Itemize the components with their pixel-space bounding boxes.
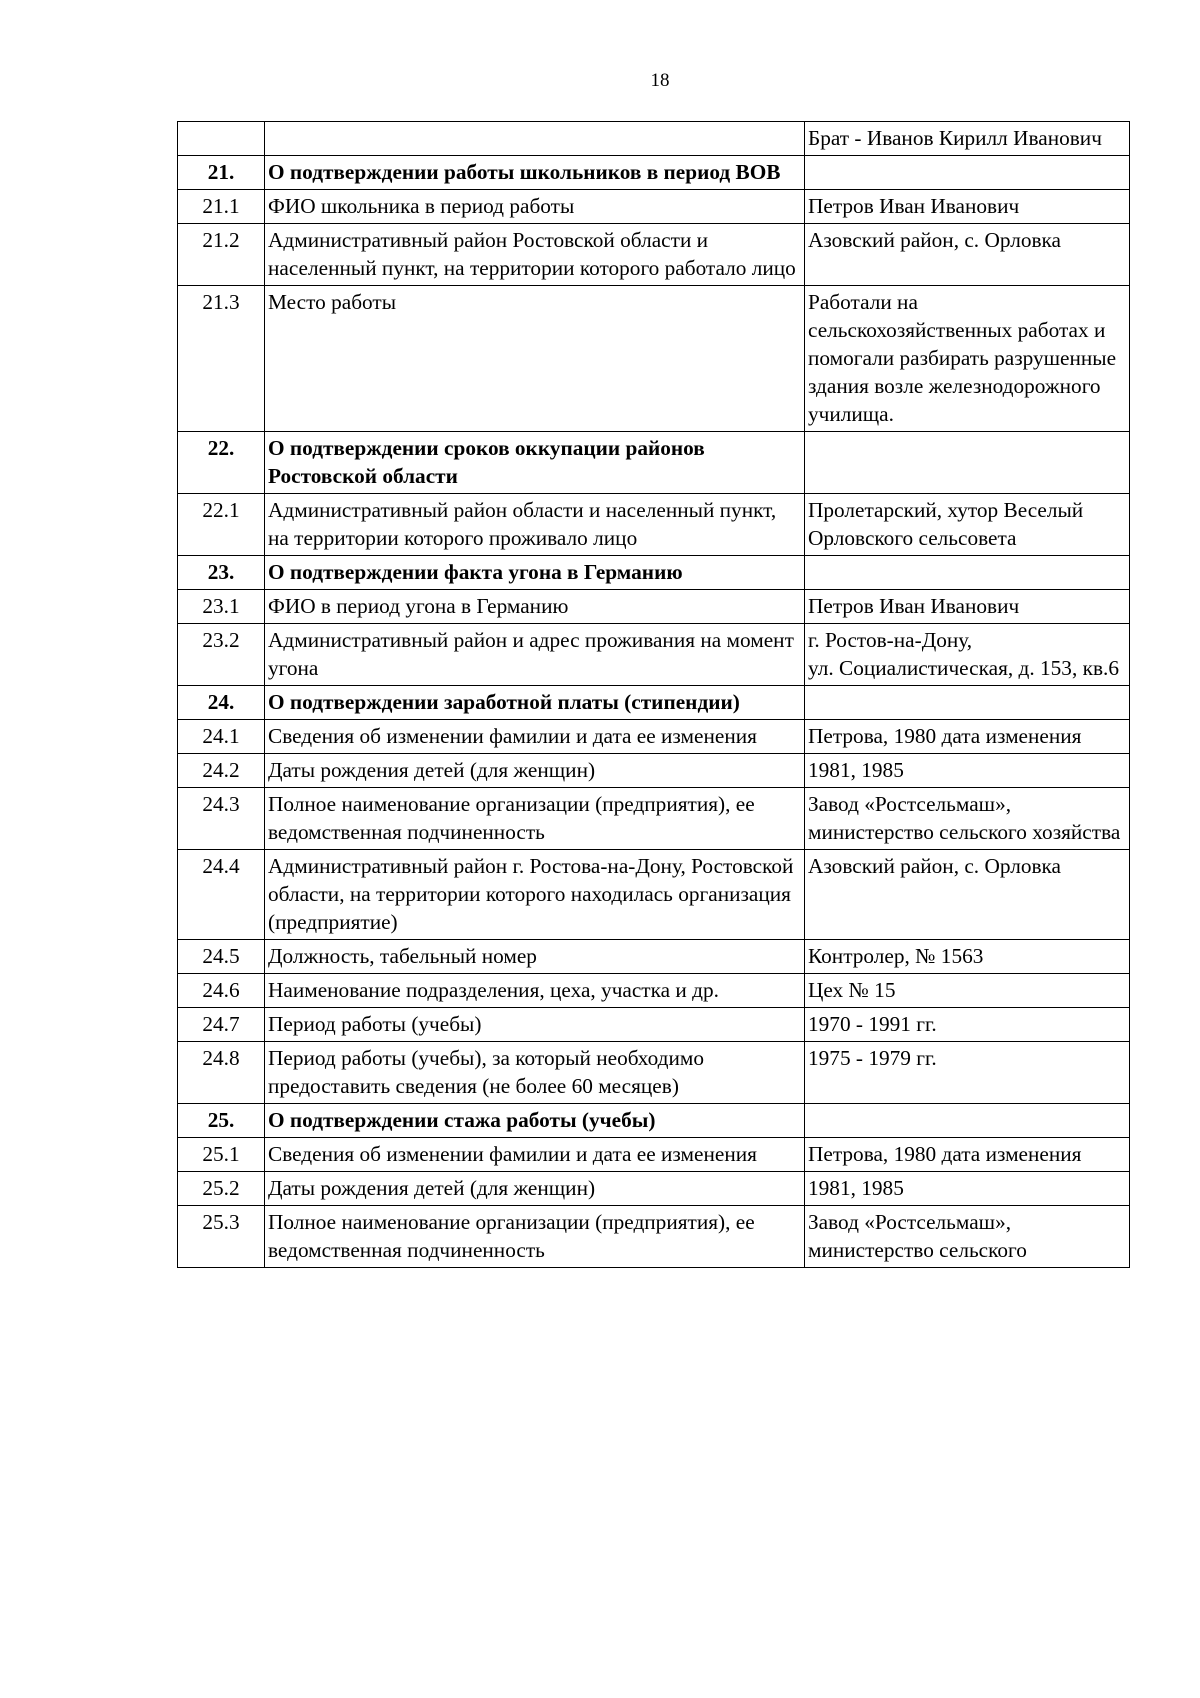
row-number-cell: 24.4 [178, 850, 265, 940]
row-title-cell: Полное наименование организации (предприятия), ее ведомственная подчиненность [265, 788, 805, 850]
row-title-cell: Даты рождения детей (для женщин) [265, 1172, 805, 1206]
table-row [178, 940, 1130, 974]
row-title-cell: О подтверждении заработной платы (стипендии) [265, 686, 805, 720]
row-value-cell: Азовский район, с. Орловка [805, 850, 1130, 940]
row-title-cell: Административный район и адрес проживания на момент угона [265, 624, 805, 686]
row-number-cell: 24.6 [178, 974, 265, 1008]
row-number-cell: 25.1 [178, 1138, 265, 1172]
row-title-cell: Период работы (учебы) [265, 1008, 805, 1042]
row-value-cell: Завод «Ростсельмаш», министерство сельского хозяйства [805, 788, 1130, 850]
row-number-cell: 24.7 [178, 1008, 265, 1042]
table-row [178, 624, 1130, 686]
row-value-cell: Цех № 15 [805, 974, 1130, 1008]
row-number-cell: 24. [178, 686, 265, 720]
table-row [178, 720, 1130, 754]
row-number-cell: 23. [178, 556, 265, 590]
row-number-cell: 25. [178, 1104, 265, 1138]
row-number-cell: 22.1 [178, 494, 265, 556]
row-value-cell: Петров Иван Иванович [805, 190, 1130, 224]
row-number-cell [178, 122, 265, 156]
row-title-cell: ФИО школьника в период работы [265, 190, 805, 224]
row-number-cell: 24.1 [178, 720, 265, 754]
row-value-cell: 1970 - 1991 гг. [805, 1008, 1130, 1042]
table-row [178, 1172, 1130, 1206]
row-value-cell [805, 156, 1130, 190]
row-title-cell: Должность, табельный номер [265, 940, 805, 974]
page-number: 18 [650, 70, 670, 91]
table-row [178, 788, 1130, 850]
table-row [178, 974, 1130, 1008]
row-number-cell: 25.2 [178, 1172, 265, 1206]
row-number-cell: 21.2 [178, 224, 265, 286]
row-number-cell: 21.3 [178, 286, 265, 432]
row-value-cell [805, 1104, 1130, 1138]
row-value-cell: 1975 - 1979 гг. [805, 1042, 1130, 1104]
row-value-cell: Работали на сельскохозяйственных работах и помогали разбирать разрушенные здания возле железнодорожного училища. [805, 286, 1130, 432]
table-row [178, 224, 1130, 286]
table-row [178, 1042, 1130, 1104]
row-title-cell: Административный район г. Ростова-на-Дону, Ростовской области, на территории которого находилась организация (предприятие) [265, 850, 805, 940]
row-title-cell: Даты рождения детей (для женщин) [265, 754, 805, 788]
row-title-cell: Место работы [265, 286, 805, 432]
table-row [178, 1008, 1130, 1042]
row-value-cell: Контролер, № 1563 [805, 940, 1130, 974]
row-title-cell: О подтверждении работы школьников в период ВОВ [265, 156, 805, 190]
row-title-cell: Сведения об изменении фамилии и дата ее изменения [265, 720, 805, 754]
table-row [178, 850, 1130, 940]
table-row [178, 190, 1130, 224]
row-title-cell: Сведения об изменении фамилии и дата ее изменения [265, 1138, 805, 1172]
row-value-cell: 1981, 1985 [805, 754, 1130, 788]
table-row [178, 122, 1130, 156]
row-number-cell: 23.1 [178, 590, 265, 624]
row-value-cell: Азовский район, с. Орловка [805, 224, 1130, 286]
row-title-cell: Административный район Ростовской области и населенный пункт, на территории которого работало лицо [265, 224, 805, 286]
row-value-cell: 1981, 1985 [805, 1172, 1130, 1206]
row-value-cell: г. Ростов-на-Дону, ул. Социалистическая, д. 153, кв.6 [805, 624, 1130, 686]
section-row [178, 156, 1130, 190]
row-title-cell: О подтверждении факта угона в Германию [265, 556, 805, 590]
row-number-cell: 21. [178, 156, 265, 190]
row-title-cell: О подтверждении сроков оккупации районов Ростовской области [265, 432, 805, 494]
row-title-cell [265, 122, 805, 156]
table-row [178, 1206, 1130, 1268]
row-title-cell: Наименование подразделения, цеха, участка и др. [265, 974, 805, 1008]
row-number-cell: 24.5 [178, 940, 265, 974]
section-row [178, 686, 1130, 720]
row-number-cell: 22. [178, 432, 265, 494]
data-table [177, 121, 1130, 1268]
row-value-cell: Петров Иван Иванович [805, 590, 1130, 624]
row-value-cell [805, 686, 1130, 720]
row-value-cell [805, 432, 1130, 494]
section-row [178, 432, 1130, 494]
row-number-cell: 24.2 [178, 754, 265, 788]
row-title-cell: Полное наименование организации (предприятия), ее ведомственная подчиненность [265, 1206, 805, 1268]
table-row [178, 494, 1130, 556]
row-value-cell: Пролетарский, хутор Веселый Орловского сельсовета [805, 494, 1130, 556]
table-row [178, 754, 1130, 788]
row-number-cell: 23.2 [178, 624, 265, 686]
row-number-cell: 24.3 [178, 788, 265, 850]
row-title-cell: Административный район области и населенный пункт, на территории которого проживало лицо [265, 494, 805, 556]
table-row [178, 590, 1130, 624]
row-title-cell: О подтверждении стажа работы (учебы) [265, 1104, 805, 1138]
row-value-cell [805, 556, 1130, 590]
section-row [178, 556, 1130, 590]
row-value-cell: Петрова, 1980 дата изменения [805, 720, 1130, 754]
table-body [178, 122, 1130, 1268]
row-number-cell: 21.1 [178, 190, 265, 224]
row-number-cell: 25.3 [178, 1206, 265, 1268]
table-row [178, 1138, 1130, 1172]
row-number-cell: 24.8 [178, 1042, 265, 1104]
row-value-cell: Завод «Ростсельмаш», министерство сельского [805, 1206, 1130, 1268]
row-title-cell: ФИО в период угона в Германию [265, 590, 805, 624]
row-title-cell: Период работы (учебы), за который необходимо предоставить сведения (не более 60 месяцев) [265, 1042, 805, 1104]
table-row [178, 286, 1130, 432]
row-value-cell: Петрова, 1980 дата изменения [805, 1138, 1130, 1172]
section-row [178, 1104, 1130, 1138]
row-value-cell: Брат - Иванов Кирилл Иванович [805, 122, 1130, 156]
